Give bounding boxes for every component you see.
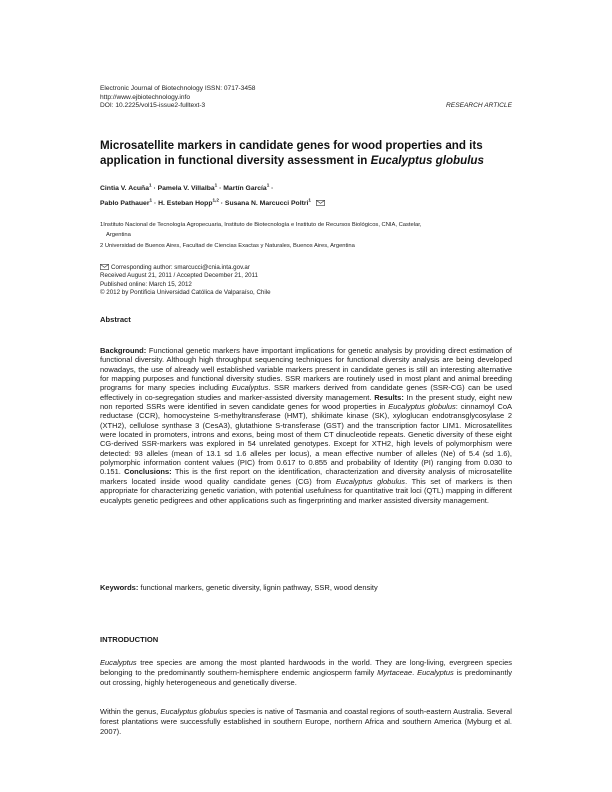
- author-line-2: [100, 196, 512, 211]
- journal-name: Electronic Journal of Biotechnology ISSN: 0717-3458: [100, 85, 256, 92]
- doi-row: [100, 102, 512, 111]
- abstract-text: In the present study, eight new non reported SSRs were identified in seven candidate genes for wood properties in: [100, 392, 512, 412]
- received-dates: Received August 21, 2011 / Accepted December 21, 2011: [100, 272, 258, 280]
- affiliation-1: [100, 220, 512, 240]
- author-name: Pamela V. Villalba: [157, 185, 215, 192]
- paragraph-text: tree species are among the most planted hardwoods in the world. They are long-living, evergreen species belonging to the predominantly southern-hemisphere endemic angiosperm family: [100, 658, 512, 678]
- author-line-1: [100, 181, 512, 196]
- doi[interactable]: DOI: 10.2225/vol15-issue2-fulltext-3: [100, 102, 206, 110]
- species-name: Eucalyptus globulus: [335, 476, 406, 486]
- intro-paragraph-2: [100, 707, 512, 738]
- author-separator: ·: [219, 185, 222, 192]
- paragraph-text: Within the genus,: [100, 707, 161, 716]
- results-label: Results:: [371, 392, 404, 402]
- conclusions-label: Conclusions:: [120, 467, 172, 477]
- article-type: RESEARCH ARTICLE: [446, 102, 512, 110]
- species-name: Eucalyptus: [100, 658, 137, 667]
- affiliation-1-country: Argentina: [106, 232, 131, 238]
- author-separator: ·: [153, 200, 157, 207]
- species-name: Eucalyptus: [417, 668, 454, 678]
- author-name: Cintia V. Acuña: [100, 185, 149, 192]
- correspondence-block: [100, 264, 512, 297]
- affiliation-1-text: 1Instituto Nacional de Tecnología Agropecuaria, Instituto de Biotecnología e Instituto de Recursos Biológicos, CNIA, Castelar,: [100, 222, 422, 228]
- author-name: Pablo Pathauer: [100, 200, 150, 207]
- corresponding-author: [100, 264, 512, 272]
- title-species: Eucalyptus globulus: [370, 153, 484, 167]
- author-list: [100, 181, 512, 211]
- abstract-text: This is the first report on the identification, characterization and diversity analysis of microsatellite markers located inside wood quality candidate genes (CG) from: [100, 467, 513, 486]
- author-affil-sup: 1: [149, 197, 153, 203]
- abstract-text: : cinnamoyl CoA reductase (CCR), homocysteine S-methyltransferase (HMT), shikimate kinase (SK), xyloglucan endotransglycosylase 2 (XTH2), cellulose synthase 3 (CesA3), glutathione S-transferase (GST) and the transcription factor LIM1. Microsatellites were located in promoters, introns and exons, being most of them CT dinucleotide repeats. Genetic diversity of these eight CG-derived SSR-markers was explored in 54 unrelated genotypes. Except for XTH2, high levels of polymorphism were detected: 93 alleles (mean of 13.1 sd 1.6 alleles per locus), a mean effective number of alleles (Ne) of 5.4 (sd 1.6), polymorphic information content values (PIC) from 0.617 to 0.855 and probability of Identity (PI) ranging from 0.030 to 0.151.: [100, 402, 512, 477]
- journal-header: [100, 85, 512, 111]
- title-main: Microsatellite markers in candidate genes for wood properties and its application in functional diversity assessment in: [100, 139, 483, 167]
- species-name: Eucalyptus globulus: [388, 402, 456, 412]
- abstract-text: Functional genetic markers have important implications for genetic analysis by providing direct estimation of functional diversity. Although high throughput sequencing techniques for functional diversity analysis are being developed nowadays, the use of already well established variable markers present in candidate genes is still an interesting alternative for mapping purposes and functional diversity studies. SSR markers are routinely used in most plant and animal breeding programs for many species including: [100, 346, 512, 393]
- author-name: Susana N. Marcucci Poltri: [224, 200, 309, 207]
- species-name: Eucalyptus: [231, 383, 269, 393]
- author-affil-sup: 1: [266, 182, 270, 188]
- article-title: [100, 139, 512, 168]
- author-separator: ·: [271, 185, 274, 192]
- author-name: Martín García: [223, 185, 267, 192]
- copyright: © 2012 by Pontificia Universidad Católica de Valparaíso, Chile: [100, 288, 271, 296]
- corresponding-author-text[interactable]: Corresponding author: smarcucci@cnia.inta.gov.ar: [111, 264, 250, 271]
- species-name: Eucalyptus globulus: [160, 707, 228, 716]
- paragraph-text: species is native of Tasmania and coastal regions of south-eastern Australia. Several forest plantations were successfully established in southern Europe, northern Africa and southern America (Myburg et al. 2007).: [100, 707, 512, 737]
- journal-url[interactable]: http://www.ejbiotechnology.info: [100, 93, 191, 101]
- author-affil-sup: 1: [214, 182, 218, 188]
- keywords: [100, 583, 512, 592]
- author-separator: ·: [153, 185, 156, 192]
- author-separator: ·: [220, 200, 224, 207]
- abstract-text: . SSR markers derived from candidate genes (SSR-CG) can be used effectively in co-segregation studies and marker-assisted diversity management.: [100, 383, 512, 402]
- keywords-label: Keywords:: [100, 583, 139, 592]
- affiliation-2-text: 2 Universidad de Buenos Aires, Facultad de Ciencias Exactas y Naturales, Buenos Aires, Argentina: [100, 243, 355, 249]
- envelope-icon: [100, 264, 109, 270]
- envelope-icon[interactable]: [316, 200, 325, 206]
- family-name: Myrtaceae: [377, 668, 413, 678]
- author-affil-sup: 1: [148, 182, 152, 188]
- author-affil-sup: 1,2: [212, 197, 219, 203]
- introduction-heading: INTRODUCTION: [100, 635, 159, 644]
- paragraph-text: is predominantly out crossing, highly heterogeneous and genetically diverse.: [100, 668, 512, 688]
- background-label: Background:: [100, 346, 147, 355]
- abstract-text: . This set of markers is then appropriate for characterizing genetic variation, with potential usefulness for quantitative trait loci (QTL) mapping in different eucalypts genetic pedigrees and other applications such as fingerprinting and marker assisted diversity management.: [100, 476, 512, 505]
- affiliation-2: [100, 241, 512, 251]
- abstract-heading: Abstract: [100, 315, 131, 324]
- abstract-body: [100, 346, 512, 505]
- author-affil-sup: 1: [308, 197, 311, 203]
- published-date: Published online: March 15, 2012: [100, 280, 192, 288]
- paragraph-text: .: [412, 668, 418, 678]
- author-name: H. Esteban Hopp: [158, 200, 213, 207]
- intro-paragraph-1: [100, 658, 512, 689]
- keywords-text: functional markers, genetic diversity, lignin pathway, SSR, wood density: [138, 583, 378, 592]
